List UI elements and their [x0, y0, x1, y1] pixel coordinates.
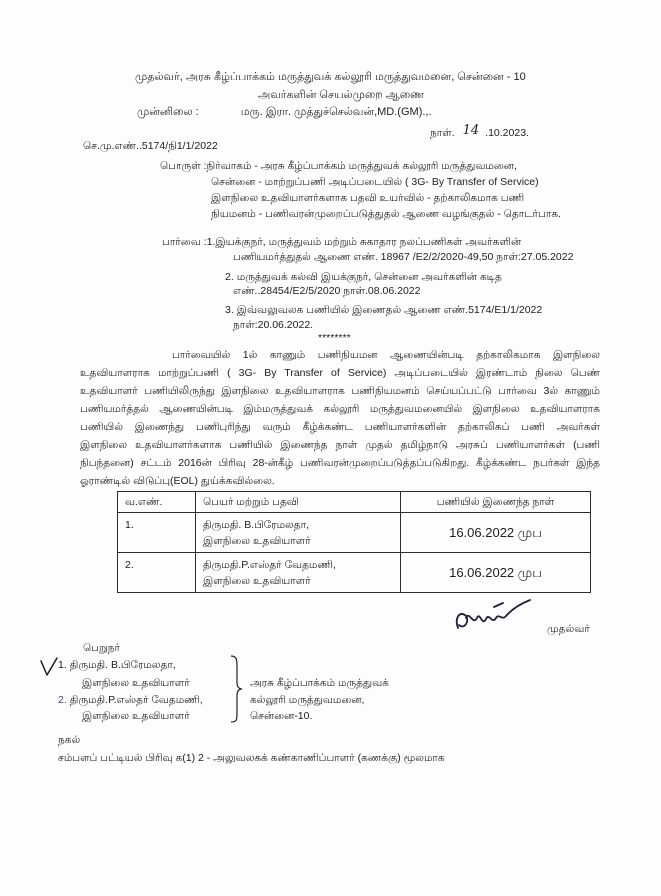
recipient-designation: இளநிலை உதவியாளர் [82, 710, 190, 722]
references-label: பார்வை : [162, 236, 207, 248]
reference-item-1 [162, 234, 562, 250]
reference-text: இயக்குநர், மருத்துவம் மற்றும் சுகாதார நலப்பணிகள் அவர்களின் [215, 236, 522, 248]
recipients-label: பெறுநர் [83, 642, 120, 654]
reference-item-1-cont: பணியமர்த்துதல் ஆணை எண். 18967 /E2/2/2020-49,50 நாள்:27.05.2022 [233, 251, 574, 263]
table-row [118, 553, 591, 593]
table-cell [401, 513, 591, 553]
row-name: திருமதி. B.பிரேமலதா, [203, 519, 310, 531]
table-header-cell [118, 492, 196, 513]
separator-stars: ******** [318, 332, 351, 344]
copy-label: நகல் [58, 734, 81, 746]
staff-table [117, 491, 591, 593]
subject-line-1 [160, 158, 570, 174]
table-header-cell [401, 492, 591, 513]
body-line: பார்வையில் 1ல் காணும் பணிநியமன ஆணையின்படி தற்காலிகமாக இளநிலை [172, 349, 600, 361]
reference-item-3 [225, 302, 565, 318]
brace-icon [229, 654, 243, 724]
recipient-address-line: அரசு கீழ்ப்பாக்கம் மருத்துவக் [250, 677, 389, 689]
subject-text: நிர்வாகம் - அரசு கீழ்ப்பாக்கம் மருத்துவக் கல்லூரி மருத்துவமனை, [206, 160, 517, 172]
recipient-number-2: 2. [58, 694, 67, 706]
row-serial: 2. [125, 559, 134, 571]
body-line: இளநிலை உதவியாளர்களாக பணியில் இணைந்த நாள் முதல் தமிழ்நாடு அரசுப் பணியாளர்கள் (பணி [80, 439, 600, 451]
signatory-title: முதல்வர் [547, 623, 590, 635]
table-cell [118, 553, 196, 593]
row-designation: இளநிலை உதவியாளர் [203, 535, 311, 547]
row-joined-date: 16.06.2022 முப [449, 524, 542, 540]
subject-label: பொருள் : [160, 160, 207, 172]
body-line: பணியில் இணைந்து பணிபுரிந்து வரும் கீழ்க்கண்ட பணியாளர்களின் தற்காலிகப் பணி அவர்கள் [80, 421, 600, 433]
tick-mark-icon [38, 656, 60, 678]
reference-item-2-cont: எண்..28454/E2/5/2020 நாள்.08.06.2022 [233, 285, 421, 297]
table-header-row [118, 492, 591, 513]
recipient-item-2 [58, 692, 230, 708]
row-name: திருமதி.P.எஸ்தர் வேதமணி, [203, 559, 336, 571]
reference-text: இவ்வலுவலக பணியில் இணைதல் ஆணை எண்.5174/E1/1/2022 [236, 304, 543, 316]
reference-item-3-cont: நாள்:20.06.2022. [233, 319, 314, 331]
recipient-address-line: கல்லூரி மருத்துவமனை, [250, 694, 365, 706]
body-line: நிபந்தனை) சட்டம் 2016ன் பிரிவு 28-ன்கீழ் பணிவரன்முறைப்படுத்தப்படுகிறது. கீழ்க்கண்ட நபர்கள் இந்த [80, 457, 600, 469]
subject-line-4: நியமனம் - பணிவரன்முறைப்படுத்துதல் ஆணை வழங்குதல் - தொடர்பாக. [211, 208, 561, 220]
recipient-number-1: 1. [58, 659, 67, 671]
row-designation: இளநிலை உதவியாளர் [203, 575, 311, 587]
recipient-address-line: சென்னை-10. [250, 710, 313, 722]
reference-number: செ.மு.எண்..5174/நி1/1/2022 [83, 140, 218, 152]
subject-line-2: சென்னை - மாற்றுப்பணி அடிப்படையில் ( 3G- By Transfer of Service) [211, 176, 539, 188]
signature [450, 594, 534, 640]
col-joined-header: பணியில் இணைந்த நாள் [436, 496, 555, 508]
presence-label: முன்னிலை : [137, 106, 199, 118]
reference-text: மருத்துவக் கல்வி இயக்குநர், சென்னை அவர்களின் கடித [236, 271, 502, 283]
body-line: உதவியாளர் பணியிலிருந்து இளநிலை உதவியாளராக பணிநியமனம் செய்யப்பட்டு பார்வை 3ல் காணும் [80, 385, 600, 397]
table-cell [196, 553, 401, 593]
body-line-last: ஓராண்டில் விடுப்பு(EOL) துய்க்கவில்லை. [80, 475, 275, 487]
presence-name: மரு. இரா. முத்துச்செல்வன்,MD.(GM).,. [240, 106, 432, 118]
recipient-item-1 [58, 657, 228, 673]
reference-number-3: 3. [225, 304, 234, 316]
table-cell [401, 553, 591, 593]
date-day-handwritten: 14 [462, 124, 480, 138]
date-label: நாள். [430, 127, 455, 139]
table-header-cell [196, 492, 401, 513]
table-cell [196, 513, 401, 553]
date-month-year: .10.2023. [485, 127, 529, 139]
table-row [118, 513, 591, 553]
header-title: முதல்வர், அரசு கீழ்ப்பாக்கம் மருத்துவக் கல்லூரி மருத்துவமனை, சென்னை - 10 [135, 71, 526, 83]
header-subtitle: அவர்களின் செயல்முறை ஆணை [258, 89, 425, 101]
reference-number-1: 1. [206, 236, 216, 248]
recipient-designation: இளநிலை உதவியாளர் [82, 677, 190, 689]
col-name-header: பெயர் மற்றும் பதவி [203, 496, 299, 508]
body-line: பணியமர்த்தல் ஆணையின்படி இம்மருத்துவக் கல்லூரி மருத்துவமனையில் இளநிலை உதவியாளராக [80, 403, 600, 415]
col-serial-header: வ.எண். [125, 496, 163, 508]
order-date [430, 124, 560, 142]
body-line: உதவியாளராக மாற்றுப்பணி ( 3G- By Transfer of Service) அடிப்படையில் இரண்டாம் நிலை பெண் [80, 367, 600, 379]
row-joined-date: 16.06.2022 முப [449, 564, 542, 580]
reference-number-2: 2. [225, 271, 234, 283]
presence-line [137, 104, 457, 120]
subject-line-3: இளநிலை உதவியாளர்களாக பதவி உயர்வில் - தற்காலிகமாக பணி [211, 192, 525, 204]
recipient-name: திருமதி.P.எஸ்தர் வேதமணி, [69, 694, 203, 706]
row-serial: 1. [125, 519, 134, 531]
recipient-name: திருமதி. B.பிரேமலதா, [69, 659, 176, 671]
table-cell [118, 513, 196, 553]
copy-text: சம்பளப் பட்டியல் பிரிவு க(1) 2 - அலுவலகக் கண்காணிப்பாளர் (கணக்கு) மூலமாக [58, 752, 445, 764]
